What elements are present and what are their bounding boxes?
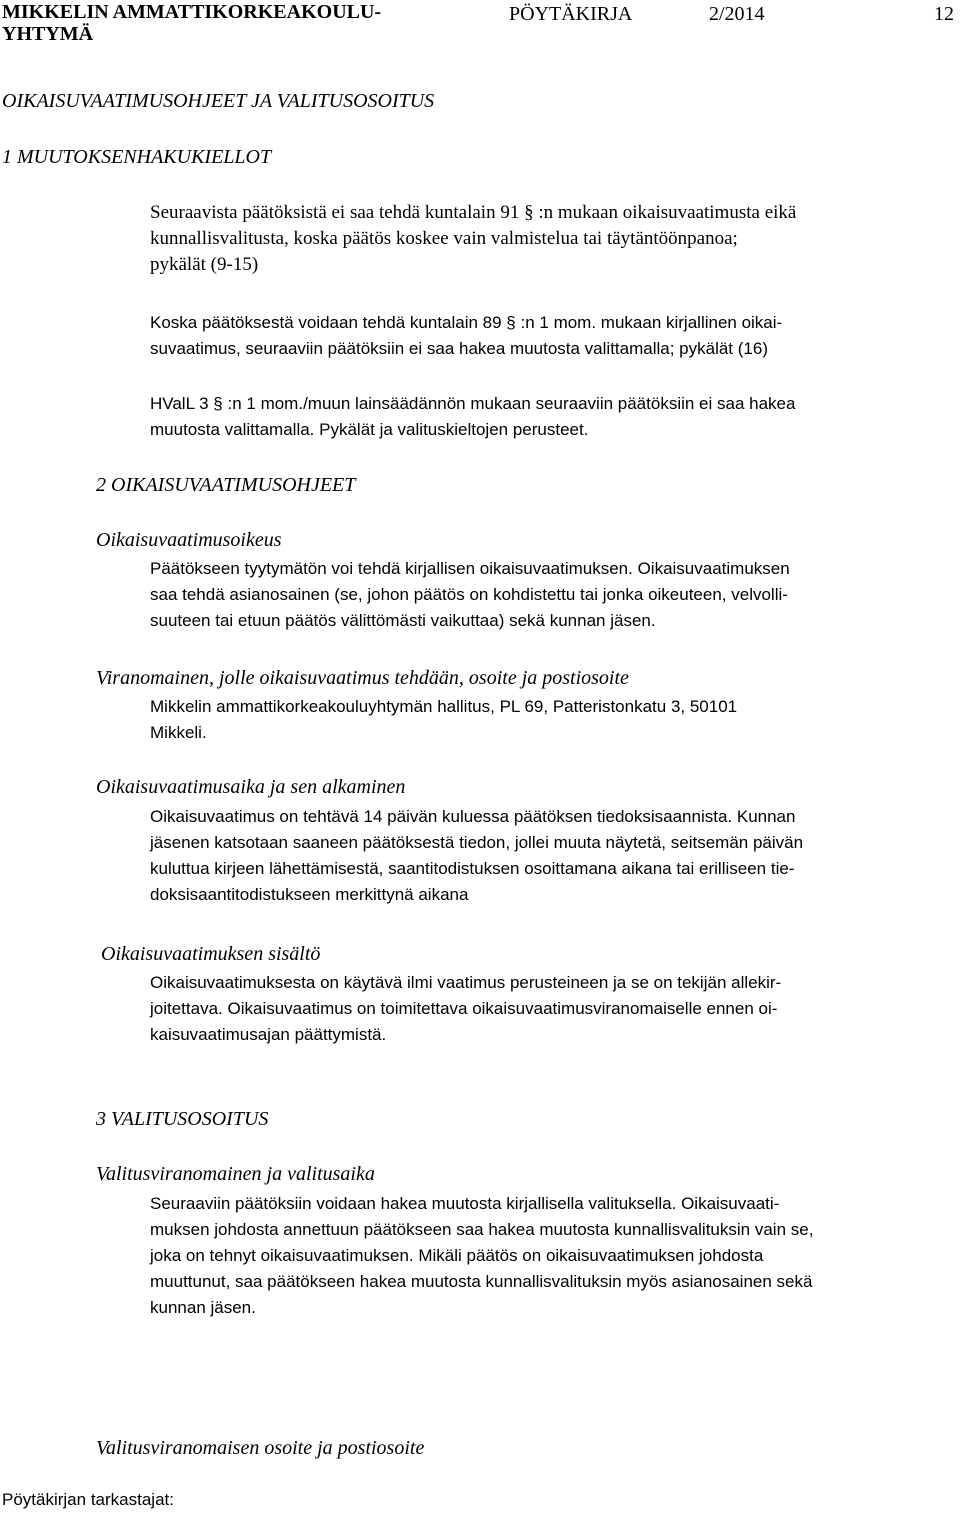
- text-line: HValL 3 § :n 1 mom./muun lainsäädännön mukaan seuraaviin päätöksiin ei saa hakea: [150, 394, 796, 413]
- document-type: PÖYTÄKIRJA: [509, 3, 633, 25]
- text-line: muutosta valittamalla. Pykälät ja valituskieltojen perusteet.: [150, 420, 589, 439]
- text-line: muuttunut, saa päätökseen hakea muutosta kunnallisvalituksin myös asianosainen sekä: [150, 1272, 813, 1291]
- content-text: [150, 970, 781, 1048]
- text-line: joka on tehnyt oikaisuvaatimuksen. Mikäli päätös on oikaisuvaatimuksen johdosta: [150, 1246, 764, 1265]
- subheading-appeal-address: Valitusviranomaisen osoite ja postiosoite: [96, 1437, 425, 1459]
- subheading-deadline: Oikaisuvaatimusaika ja sen alkaminen: [96, 776, 406, 798]
- subheading-content: Oikaisuvaatimuksen sisältö: [101, 943, 321, 965]
- section-heading-3: 3 VALITUSOSOITUS: [96, 1108, 269, 1130]
- subheading-right-to-appeal: Oikaisuvaatimusoikeus: [96, 529, 282, 551]
- text-line: Oikaisuvaatimuksesta on käytävä ilmi vaatimus perusteineen ja se on tekijän allekir-: [150, 973, 782, 992]
- page-number: 12: [934, 3, 954, 25]
- organization-name: [2, 2, 381, 45]
- text-line: suvaatimus, seuraaviin päätöksiin ei saa hakea muutosta valittamalla; pykälät (16): [150, 339, 768, 358]
- text-line: kunnallisvalitusta, koska päätös koskee vain valmistelua tai täytäntöönpanoa;: [150, 228, 738, 249]
- text-line: suuteen tai etuun päätös välittömästi vaikuttaa) sekä kunnan jäsen.: [150, 611, 656, 630]
- text-line: Seuraaviin päätöksiin voidaan hakea muutosta kirjallisella valituksella. Oikaisuvaati-: [150, 1194, 780, 1213]
- organization-name-line1: MIKKELIN AMMATTIKORKEAKOULU-: [2, 1, 382, 23]
- text-line: jäsenen katsotaan saaneen päätöksestä tiedon, jollei muuta näytetä, seitsemän päivän: [150, 833, 804, 852]
- section-heading-2: 2 OIKAISUVAATIMUSOHJEET: [96, 474, 356, 496]
- right-to-appeal-text: [150, 556, 790, 634]
- text-line: muksen johdosta annettuun päätökseen saa hakea muutosta kunnallisvalituksin vain se,: [150, 1220, 814, 1239]
- text-line: Mikkeli.: [150, 723, 207, 742]
- text-line: pykälät (9-15): [150, 254, 259, 275]
- document-title: OIKAISUVAATIMUSOHJEET JA VALITUSOSOITUS: [2, 90, 435, 112]
- text-line: kaisuvaatimusajan päättymistä.: [150, 1025, 387, 1044]
- subheading-authority: Viranomainen, jolle oikaisuvaatimus tehdään, osoite ja postiosoite: [96, 667, 629, 689]
- text-line: Oikaisuvaatimus on tehtävä 14 päivän kuluessa päätöksen tiedoksisaannista. Kunnan: [150, 807, 796, 826]
- text-line: saa tehdä asianosainen (se, johon päätös on kohdistettu tai jonka oikeuteen, velvolli-: [150, 585, 788, 604]
- text-line: kuluttua kirjeen lähettämisestä, saantitodistuksen osoittamana aikana tai erilliseen tie-: [150, 859, 795, 878]
- organization-name-line2: YHTYMÄ: [2, 22, 94, 45]
- reviewers-label: Pöytäkirjan tarkastajat:: [2, 1490, 174, 1509]
- subheading-appeal-authority: Valitusviranomainen ja valitusaika: [96, 1163, 375, 1185]
- authority-address: [150, 694, 737, 746]
- text-line: joitettava. Oikaisuvaatimus on toimitettava oikaisuvaatimusviranomaiselle ennen oi-: [150, 999, 778, 1018]
- section1-paragraph-2: [150, 310, 782, 362]
- section-heading-1: 1 MUUTOKSENHAKUKIELLOT: [2, 146, 272, 168]
- text-line: doksisaantitodistukseen merkittynä aikana: [150, 885, 469, 904]
- text-line: Koska päätöksestä voidaan tehdä kuntalain 89 § :n 1 mom. mukaan kirjallinen oikai-: [150, 313, 783, 332]
- text-line: Päätökseen tyytymätön voi tehdä kirjallisen oikaisuvaatimuksen. Oikaisuvaatimuksen: [150, 559, 790, 578]
- section1-paragraph-1: [150, 200, 796, 278]
- issue-number: 2/2014: [709, 3, 765, 25]
- deadline-text: [150, 804, 803, 908]
- appeal-text: [150, 1191, 813, 1321]
- text-line: kunnan jäsen.: [150, 1298, 256, 1317]
- text-line: Seuraavista päätöksistä ei saa tehdä kuntalain 91 § :n mukaan oikaisuvaatimusta eikä: [150, 202, 797, 223]
- section1-paragraph-3: [150, 391, 795, 443]
- text-line: Mikkelin ammattikorkeakouluyhtymän hallitus, PL 69, Patteristonkatu 3, 50101: [150, 697, 738, 716]
